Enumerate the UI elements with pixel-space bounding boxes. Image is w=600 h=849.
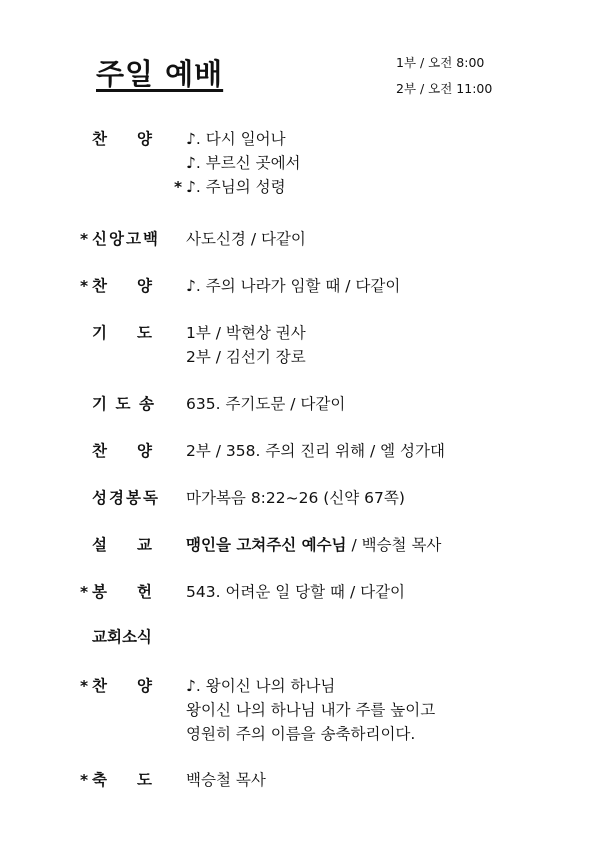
song-line: ♪. 왕이신 나의 하나님 bbox=[186, 677, 336, 695]
item-text: 635. 주기도문 / 다같이 bbox=[186, 395, 346, 413]
sermon-preacher: / 백승철 목사 bbox=[346, 536, 442, 554]
label-char: 도 bbox=[115, 395, 131, 413]
item-text bbox=[186, 533, 586, 557]
label-char: 앙 bbox=[109, 230, 124, 248]
item-text: 백승철 목사 bbox=[186, 771, 266, 789]
item-text: 2부 / 김선기 장로 bbox=[186, 348, 306, 366]
item-text: 1부 / 박현상 권사 bbox=[186, 324, 306, 342]
label-char: 고 bbox=[126, 230, 141, 248]
label-char: 기 bbox=[92, 324, 107, 342]
item-label bbox=[80, 580, 180, 604]
lyric-line: 영원히 주의 이름을 송축하리이다. bbox=[186, 725, 416, 743]
item-label bbox=[80, 486, 180, 510]
label-char: 양 bbox=[137, 442, 152, 460]
label-char: 양 bbox=[137, 277, 152, 295]
label-char: 도 bbox=[137, 771, 152, 789]
item-label bbox=[80, 127, 180, 151]
label-char: 신 bbox=[92, 230, 107, 248]
label-char: 양 bbox=[137, 130, 152, 148]
item-label bbox=[80, 439, 180, 463]
label-char: 찬 bbox=[92, 677, 107, 695]
item-label bbox=[80, 674, 180, 698]
service-times bbox=[396, 50, 492, 102]
label-char: 독 bbox=[143, 489, 158, 507]
service-time-2: 2부 / 오전 11:00 bbox=[396, 81, 493, 96]
label-char: 찬 bbox=[92, 442, 107, 460]
service-time-1: 1부 / 오전 8:00 bbox=[396, 55, 485, 70]
sermon-title: 맹인을 고쳐주신 예수님 bbox=[186, 536, 347, 554]
standing-mark: * bbox=[80, 583, 89, 601]
label-char: 양 bbox=[137, 677, 152, 695]
song-line: ♪. 다시 일어나 bbox=[186, 130, 286, 148]
label-text: 교회소식 bbox=[92, 628, 152, 646]
label-char: 경 bbox=[109, 489, 124, 507]
item-label bbox=[80, 533, 180, 557]
label-char: 성 bbox=[92, 489, 107, 507]
label-char: 백 bbox=[143, 230, 158, 248]
label-char: 찬 bbox=[92, 277, 107, 295]
item-text: ♪. 주의 나라가 임할 때 / 다같이 bbox=[186, 277, 401, 295]
label-char: 설 bbox=[92, 536, 107, 554]
label-char: 교 bbox=[137, 536, 152, 554]
standing-mark: * bbox=[174, 178, 183, 196]
label-char: 봉 bbox=[92, 583, 107, 601]
standing-mark: * bbox=[80, 677, 89, 695]
label-char: 기 bbox=[92, 395, 107, 413]
label-char: 봉 bbox=[126, 489, 141, 507]
item-text: 2부 / 358. 주의 진리 위해 / 엘 성가대 bbox=[186, 442, 445, 460]
item-label bbox=[80, 625, 180, 649]
standing-mark: * bbox=[80, 277, 89, 295]
item-label bbox=[80, 274, 180, 298]
lyric-line: 왕이신 나의 하나님 내가 주를 높이고 bbox=[186, 701, 436, 719]
song-line: ♪. 부르신 곳에서 bbox=[186, 154, 301, 172]
item-label bbox=[80, 392, 180, 416]
label-char: 헌 bbox=[137, 583, 152, 601]
item-text: 마가복음 8:22~26 (신약 67쪽) bbox=[186, 489, 405, 507]
item-text: 사도신경 / 다같이 bbox=[186, 230, 306, 248]
item-label bbox=[80, 227, 180, 251]
label-char: 축 bbox=[92, 771, 107, 789]
song-line bbox=[174, 175, 574, 199]
label-char: 찬 bbox=[92, 130, 107, 148]
label-char: 송 bbox=[139, 395, 154, 413]
label-char: 도 bbox=[137, 324, 152, 342]
song-title: ♪. 주님의 성령 bbox=[186, 178, 286, 196]
standing-mark: * bbox=[80, 771, 89, 789]
item-label bbox=[80, 321, 180, 345]
standing-mark: * bbox=[80, 230, 89, 248]
item-label bbox=[80, 768, 180, 792]
item-text: 543. 어려운 일 당할 때 / 다같이 bbox=[186, 583, 406, 601]
page-title: 주일 예배 bbox=[96, 57, 224, 91]
